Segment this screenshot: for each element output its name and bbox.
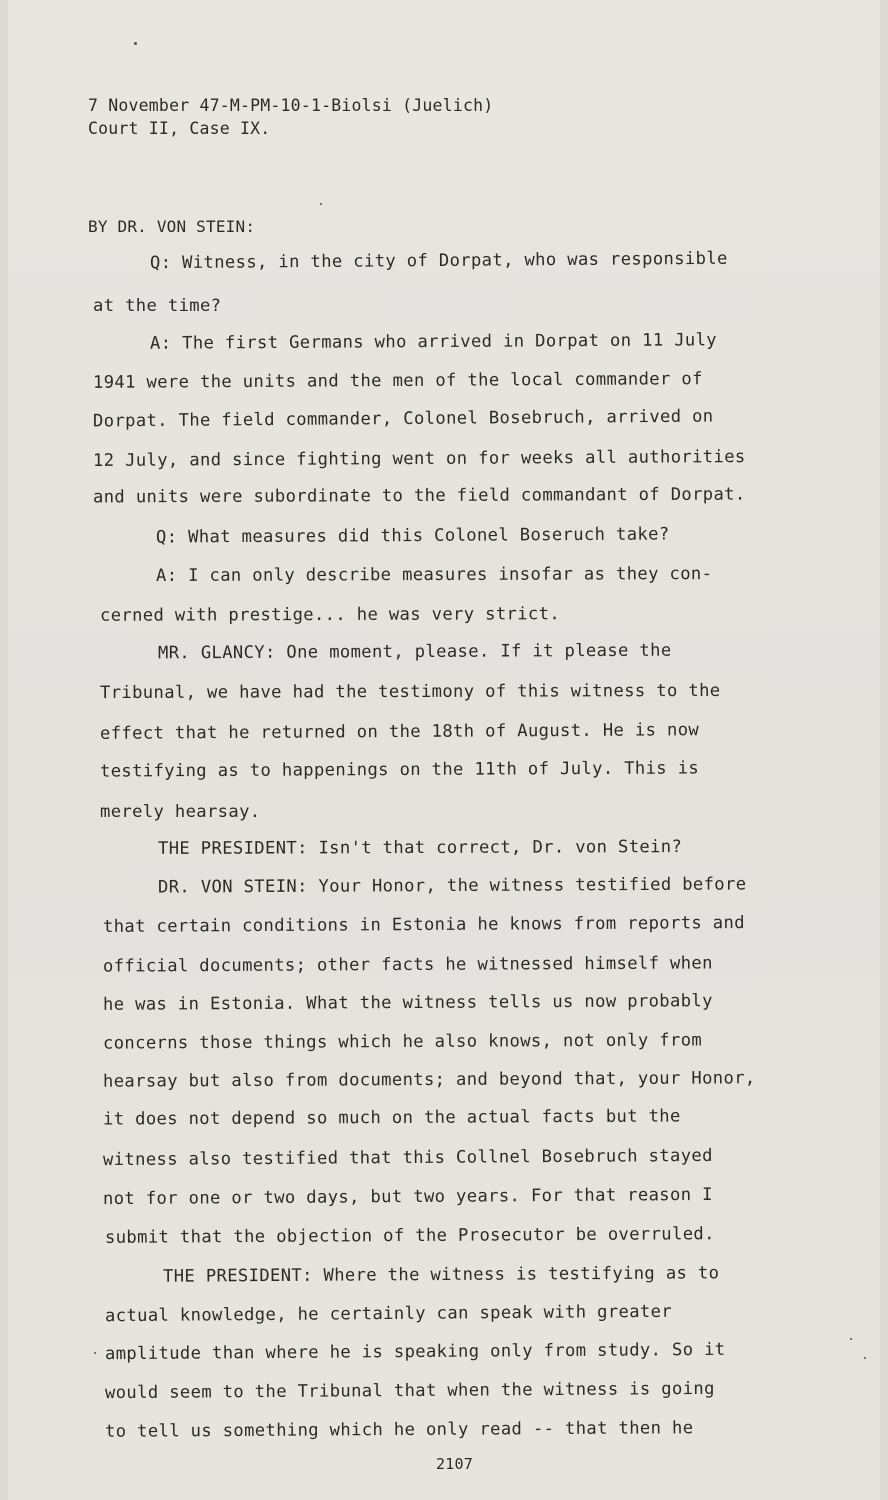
- text-line: concerns those things which he also knows, not only from: [102, 1030, 703, 1054]
- text-line: Q: Witness, in the city of Dorpat, who was responsible: [149, 248, 728, 274]
- text-line: THE PRESIDENT: Isn't that correct, Dr. von Stein?: [157, 837, 683, 859]
- text-line: official documents; other facts he witnessed himself when: [102, 953, 713, 977]
- text-line: amplitude than where he is speaking only from study. So it: [104, 1339, 726, 1365]
- text-line: hearsay but also from documents; and beyond that, your Honor,: [102, 1068, 756, 1092]
- paper-speck: [850, 1338, 852, 1340]
- text-line: 1941 were the units and the men of the local commander of: [92, 369, 703, 393]
- paper-speck: [320, 203, 322, 205]
- text-line: Tribunal, we have had the testimony of this witness to the: [99, 680, 721, 704]
- text-line: cerned with prestige... he was very strict.: [99, 604, 561, 626]
- page-number: 2107: [436, 1455, 473, 1473]
- text-line: merely hearsay.: [100, 802, 261, 822]
- text-line: A: The first Germans who arrived in Dorpat on 11 July: [149, 330, 718, 354]
- paper-speck: [134, 42, 137, 45]
- text-line: 12 July, and since fighting went on for weeks all authorities: [92, 447, 746, 471]
- text-line: submit that the objection of the Prosecutor be overruled.: [104, 1224, 715, 1248]
- text-line: it does not depend so much on the actual facts but the: [102, 1106, 681, 1130]
- document-page: [8, 0, 880, 1500]
- text-line: MR. GLANCY: One moment, please. If it please the: [157, 640, 672, 664]
- text-line: not for one or two days, but two years. For that reason I: [102, 1184, 713, 1210]
- text-line: DR. VON STEIN: Your Honor, the witness testified before: [157, 874, 747, 898]
- text-line: A: I can only describe measures insofar as they con-: [155, 564, 713, 586]
- paper-speck: [94, 1352, 96, 1354]
- text-line: he was in Estonia. What the witness tells us now probably: [102, 991, 713, 1015]
- document-header-court-line: Court II, Case IX.: [88, 119, 271, 138]
- text-line: effect that he returned on the 18th of August. He is now: [99, 720, 700, 744]
- text-line: and units were subordinate to the field commandant of Dorpat.: [92, 484, 746, 508]
- text-line: that certain conditions in Estonia he knows from reports and: [102, 913, 745, 937]
- document-header-date-line: 7 November 47-M-PM-10-1-Biolsi (Juelich): [88, 96, 494, 115]
- examiner-heading: BY DR. VON STEIN:: [88, 217, 256, 236]
- text-line: to tell us something which he only read -- that then he: [104, 1418, 694, 1442]
- text-line: Dorpat. The field commander, Colonel Bosebruch, arrived on: [92, 406, 714, 432]
- paper-speck: [864, 1357, 866, 1359]
- text-line: at the time?: [93, 296, 222, 316]
- text-line: THE PRESIDENT: Where the witness is testifying as to: [162, 1263, 720, 1287]
- text-line: would seem to the Tribunal that when the witness is going: [104, 1378, 715, 1404]
- text-line: Q: What measures did this Colonel Boseruch take?: [155, 524, 670, 548]
- text-line: witness also testified that this Collnel Bosebruch stayed: [102, 1145, 713, 1171]
- text-line: actual knowledge, he certainly can speak with greater: [104, 1301, 673, 1327]
- text-line: testifying as to happenings on the 11th of July. This is: [99, 758, 700, 782]
